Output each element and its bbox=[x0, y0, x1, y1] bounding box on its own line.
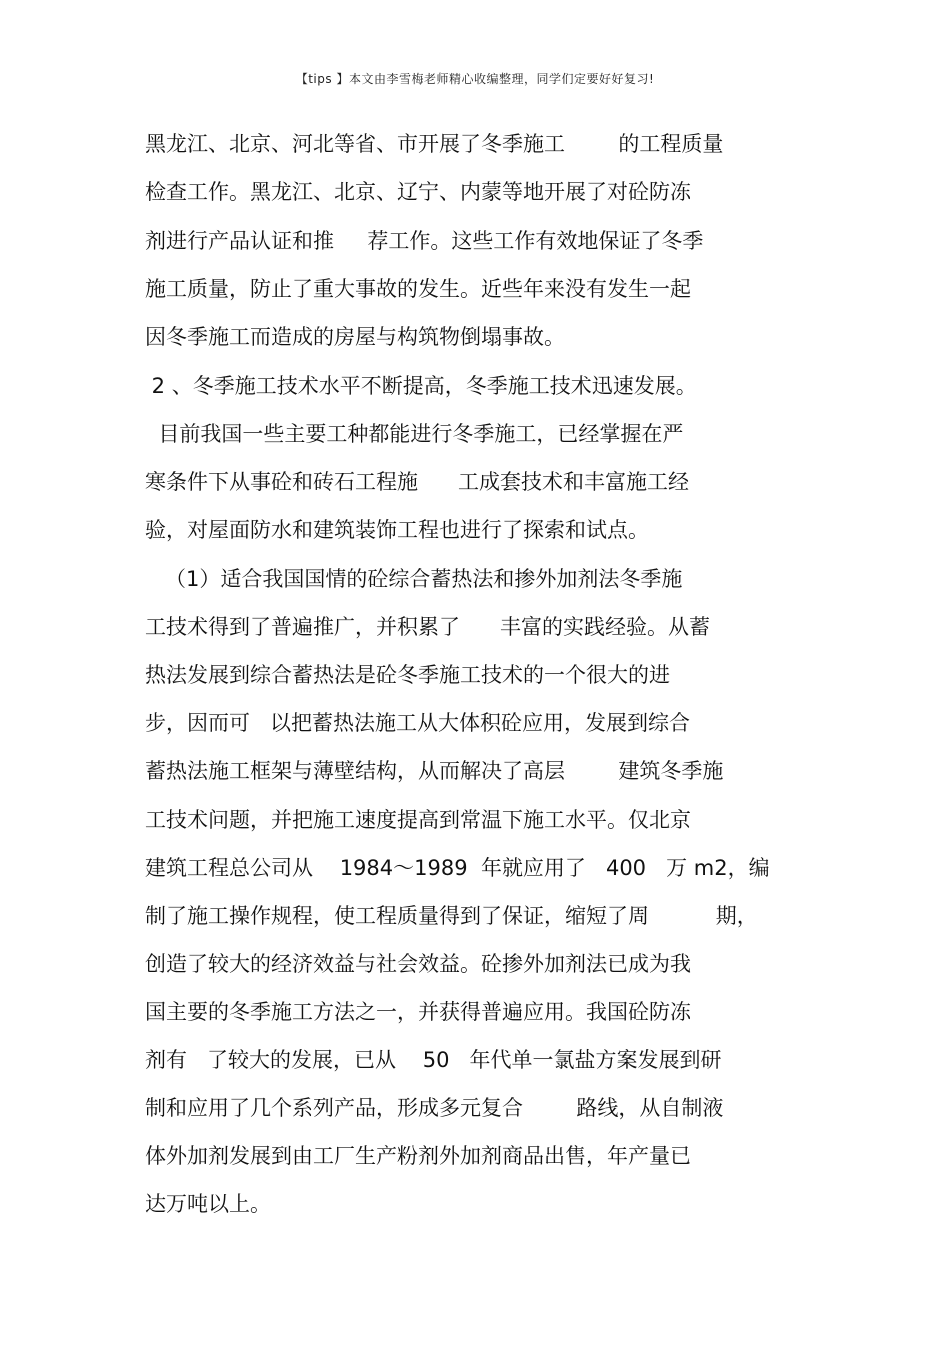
body-line: 工技术得到了普遍推广，并积累了 丰富的实践经验。从蓄 bbox=[145, 615, 711, 639]
subsection-line: （1）适合我国国情的砼综合蓄热法和掺外加剂法冬季施 bbox=[145, 567, 683, 591]
header-tip: 【tips 】本文由李雪梅老师精心收编整理，同学们定要好好复习! bbox=[295, 72, 655, 86]
body-line: 工技术问题，并把施工速度提高到常温下施工水平。仅北京 bbox=[145, 808, 691, 832]
body-line: 寒条件下从事砼和砖石工程施 工成套技术和丰富施工经 bbox=[145, 470, 690, 494]
body-line: 剂有 了较大的发展，已从 50 年代单一氯盐方案发展到研 bbox=[145, 1048, 722, 1072]
body-line: 施工质量，防止了重大事故的发生。近些年来没有发生一起 bbox=[145, 277, 691, 301]
body-line: 国主要的冬季施工方法之一，并获得普遍应用。我国砼防冻 bbox=[145, 1000, 691, 1024]
body-line: 蓄热法施工框架与薄壁结构，从而解决了高层 建筑冬季施 bbox=[145, 759, 724, 783]
body-line: 建筑工程总公司从 1984～1989 年就应用了 400 万 m2，编 bbox=[145, 856, 770, 880]
body-line: 创造了较大的经济效益与社会效益。砼掺外加剂法已成为我 bbox=[145, 952, 691, 976]
body-line: 步，因而可 以把蓄热法施工从大体积砼应用，发展到综合 bbox=[145, 711, 691, 735]
body-line: 剂进行产品认证和推 荐工作。这些工作有效地保证了冬季 bbox=[145, 229, 704, 253]
body-line: 因冬季施工而造成的房屋与构筑物倒塌事故。 bbox=[145, 325, 565, 349]
body-line: 检查工作。黑龙江、北京、辽宁、内蒙等地开展了对砼防冻 bbox=[145, 180, 691, 204]
body-line: 达万吨以上。 bbox=[145, 1192, 271, 1216]
body-line: 制和应用了几个系列产品，形成多元复合 路线，从自制液 bbox=[145, 1096, 724, 1120]
section-heading: 2 、冬季施工技术水平不断提高，冬季施工技术迅速发展。 bbox=[145, 374, 697, 398]
body-line: 体外加剂发展到由工厂生产粉剂外加剂商品出售，年产量已 bbox=[145, 1144, 691, 1168]
body-line: 验，对屋面防水和建筑装饰工程也进行了探索和试点。 bbox=[145, 518, 649, 542]
body-line: 黑龙江、北京、河北等省、市开展了冬季施工 的工程质量 bbox=[145, 132, 724, 156]
body-line: 目前我国一些主要工种都能进行冬季施工，已经掌握在严 bbox=[145, 422, 684, 446]
body-line: 制了施工操作规程，使工程质量得到了保证，缩短了周 期， bbox=[145, 904, 758, 928]
body-line: 热法发展到综合蓄热法是砼冬季施工技术的一个很大的进 bbox=[145, 663, 670, 687]
